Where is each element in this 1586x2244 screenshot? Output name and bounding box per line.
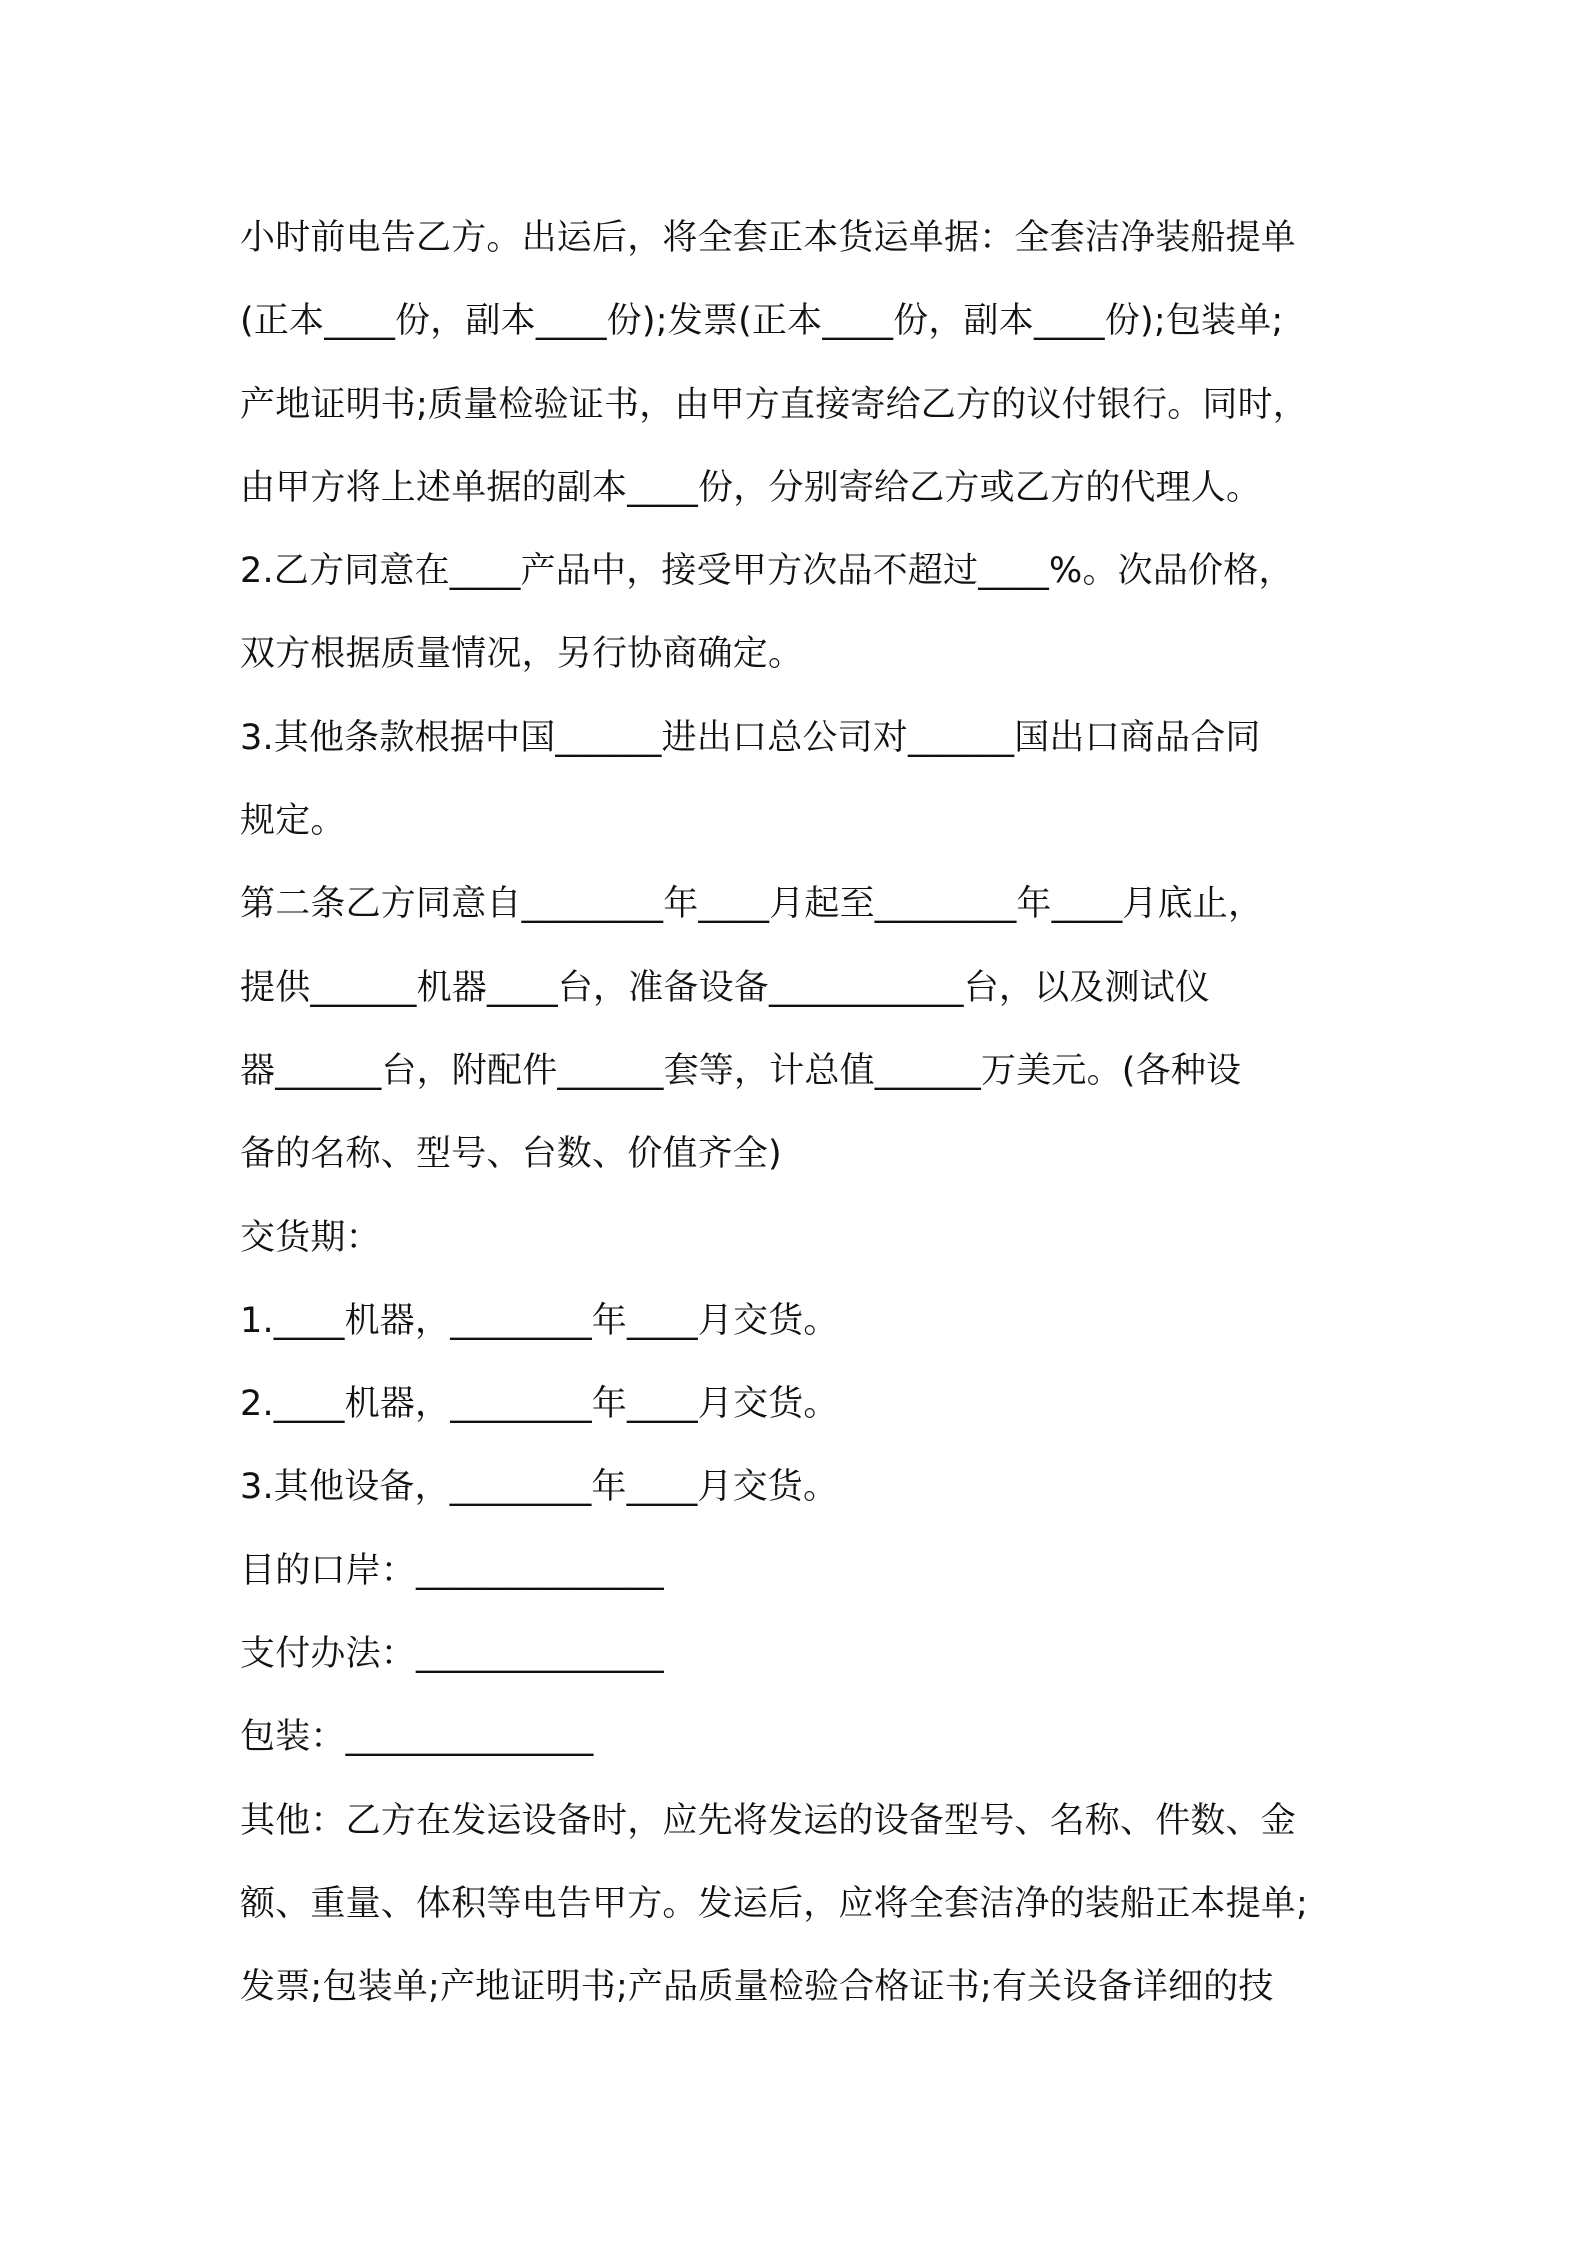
delivery-item-3: 3.其他设备，________年____月交货。 (240, 1467, 839, 1508)
delivery-item-2: 2.____机器，________年____月交货。 (240, 1384, 839, 1425)
other-terms-line: 其他：乙方在发运设备时，应先将发运的设备型号、名称、件数、金 (240, 1800, 1297, 1841)
text-line: 产地证明书;质量检验证书，由甲方直接寄给乙方的议付银行。同时， (240, 384, 1308, 425)
text-line: 由甲方将上述单据的副本____份，分别寄给乙方或乙方的代理人。 (240, 467, 1262, 508)
delivery-period-heading: 交货期： (240, 1217, 381, 1258)
text-line: (正本____份，副本____份);发票(正本____份，副本____份);包装单; (240, 301, 1284, 342)
text-line: 额、重量、体积等电告甲方。发运后，应将全套洁净的装船正本提单; (240, 1883, 1308, 1924)
contract-text-body (240, 197, 1365, 2030)
text-line: 提供______机器____台，准备设备___________台，以及测试仪 (240, 967, 1211, 1008)
text-line: 备的名称、型号、台数、价值齐全) (240, 1134, 782, 1175)
delivery-item-1: 1.____机器，________年____月交货。 (240, 1300, 839, 1341)
destination-port-field: 目的口岸：______________ (240, 1550, 664, 1591)
text-line: 发票;包装单;产地证明书;产品质量检验合格证书;有关设备详细的技 (240, 1967, 1274, 2008)
clause-3-line: 3.其他条款根据中国______进出口总公司对______国出口商品合同 (240, 717, 1261, 758)
article-2-line: 第二条乙方同意自________年____月起至________年____月底止， (240, 884, 1264, 925)
payment-method-field: 支付办法：______________ (240, 1634, 664, 1675)
text-line: 双方根据质量情况，另行协商确定。 (240, 634, 804, 675)
packing-field: 包装：______________ (240, 1717, 594, 1758)
text-line: 小时前电告乙方。出运后，将全套正本货运单据：全套洁净装船提单 (240, 218, 1297, 258)
text-line: 规定。 (240, 801, 346, 842)
text-line: 器______台，附配件______套等，计总值______万美元。(各种设 (240, 1050, 1242, 1091)
clause-2-line: 2.乙方同意在____产品中，接受甲方次品不超过____%。次品价格， (240, 551, 1294, 592)
